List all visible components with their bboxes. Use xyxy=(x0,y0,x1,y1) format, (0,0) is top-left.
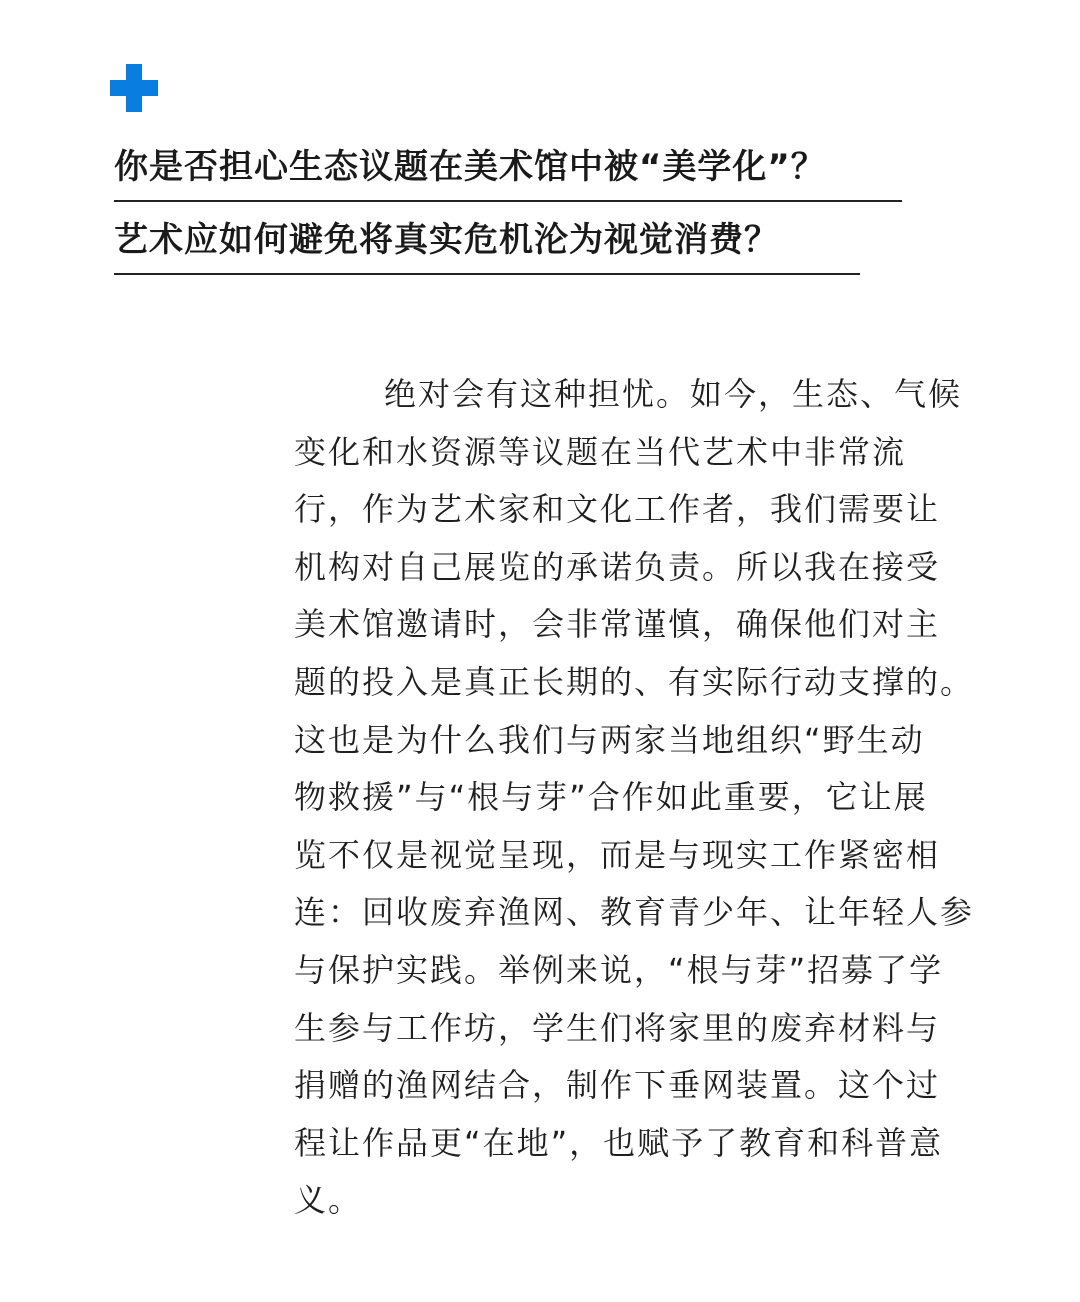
answer-line: 程让作品更“在地”，也赋予了教育和科普意 xyxy=(294,1123,944,1162)
answer-line: 览不仅是视觉呈现，而是与现实工作紧密相 xyxy=(294,835,941,874)
answer-line: 物救援”与“根与芽”合作如此重要，它让展 xyxy=(294,778,928,817)
answer-line: 绝对会有这种担忧。如今，生态、气候 xyxy=(384,375,963,413)
question-line-2: 艺术应如何避免将真实危机沦为视觉消费？ xyxy=(114,220,779,260)
answer-paragraph xyxy=(294,366,984,1230)
answer-line: 连：回收废弃渔网、教育青少年、让年轻人参 xyxy=(294,893,975,932)
answer-line: 行，作为艺术家和文化工作者，我们需要让 xyxy=(294,490,941,529)
answer-line: 题的投入是真正长期的、有实际行动支撑的。 xyxy=(294,662,975,701)
question-underline-1 xyxy=(114,200,902,202)
answer-line: 机构对自己展览的承诺负责。所以我在接受 xyxy=(294,547,941,586)
answer-line: 变化和水资源等议题在当代艺术中非常流 xyxy=(294,432,907,471)
question-line-1: 你是否担心生态议题在美术馆中被“美学化”？ xyxy=(114,147,826,187)
answer-line: 与保护实践。举例来说，“根与芽”招募了学 xyxy=(294,950,944,989)
answer-line: 生参与工作坊，学生们将家里的废弃材料与 xyxy=(294,1008,941,1047)
answer-line: 义。 xyxy=(294,1181,363,1220)
question-underline-2 xyxy=(114,273,860,275)
plus-icon xyxy=(110,64,158,112)
answer-line: 捐赠的渔网结合，制作下垂网装置。这个过 xyxy=(294,1066,941,1105)
plus-icon-vertical-bar xyxy=(126,64,142,112)
answer-line: 这也是为什么我们与两家当地组织“野生动 xyxy=(294,720,925,759)
answer-line: 美术馆邀请时，会非常谨慎，确保他们对主 xyxy=(294,605,941,644)
